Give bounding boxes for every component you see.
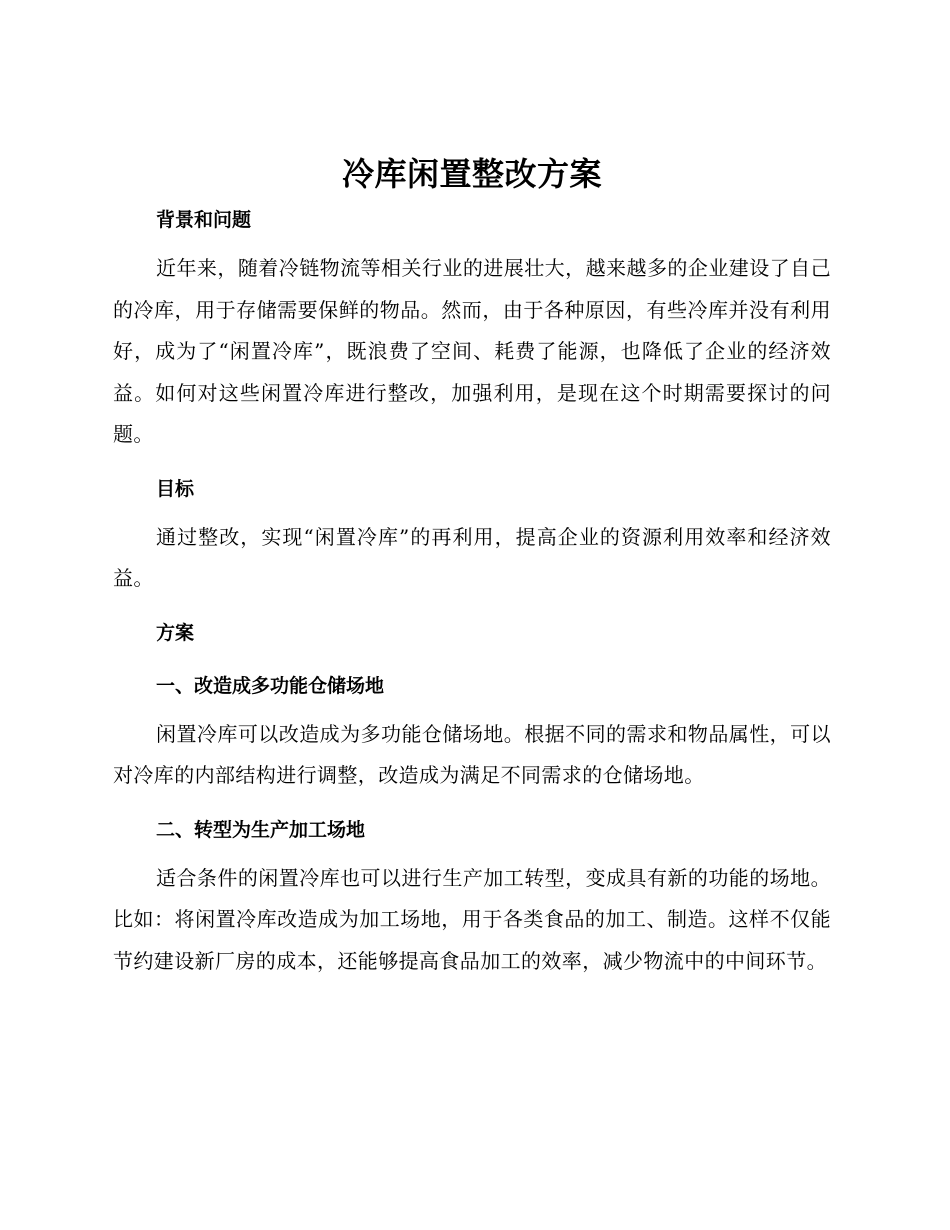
subsection-heading-processing: 二、转型为生产加工场地	[156, 818, 366, 841]
section-heading-background: 背景和问题	[156, 209, 252, 231]
section-heading-goal: 目标	[156, 477, 195, 500]
paragraph-processing: 适合条件的闲置冷库也可以进行生产加工转型，变成具有新的功能的场地。比如：将闲置冷库改造成为加工场地，用于各类食品的加工、制造。这样不仅能节约建设新厂房的成本，还能够提高食品加工的效率，减少物流中的中间环节。	[113, 865, 831, 973]
spacer	[113, 706, 831, 714]
spacer	[113, 240, 831, 248]
document-body	[113, 148, 831, 982]
subsection-heading-storage: 一、改造成多功能仓储场地	[156, 674, 385, 697]
spacer	[113, 797, 831, 810]
spacer	[113, 509, 831, 517]
spacer	[113, 456, 831, 469]
document-title: 冷库闲置整改方案	[341, 155, 602, 193]
paragraph-background: 近年来，随着冷链物流等相关行业的进展壮大，越来越多的企业建设了自己的冷库，用于存储需要保鲜的物品。然而，由于各种原因，有些冷库并没有利用好，成为了“闲置冷库”，既浪费了空间、耗费了能源，也降低了企业的经济效益。如何对这些闲置冷库进行整改，加强利用，是现在这个时期需要探讨的问题。	[113, 256, 831, 446]
spacer	[113, 850, 831, 858]
paragraph-storage: 闲置冷库可以改造成为多功能仓储场地。根据不同的需求和物品属性，可以对冷库的内部结构进行调整，改造成为满足不同需求的仓储场地。	[113, 721, 831, 787]
spacer	[113, 600, 831, 613]
section-heading-plan: 方案	[156, 621, 195, 644]
spacer	[113, 653, 831, 666]
paragraph-goal: 通过整改，实现“闲置冷库”的再利用，提高企业的资源利用效率和经济效益。	[113, 524, 831, 590]
